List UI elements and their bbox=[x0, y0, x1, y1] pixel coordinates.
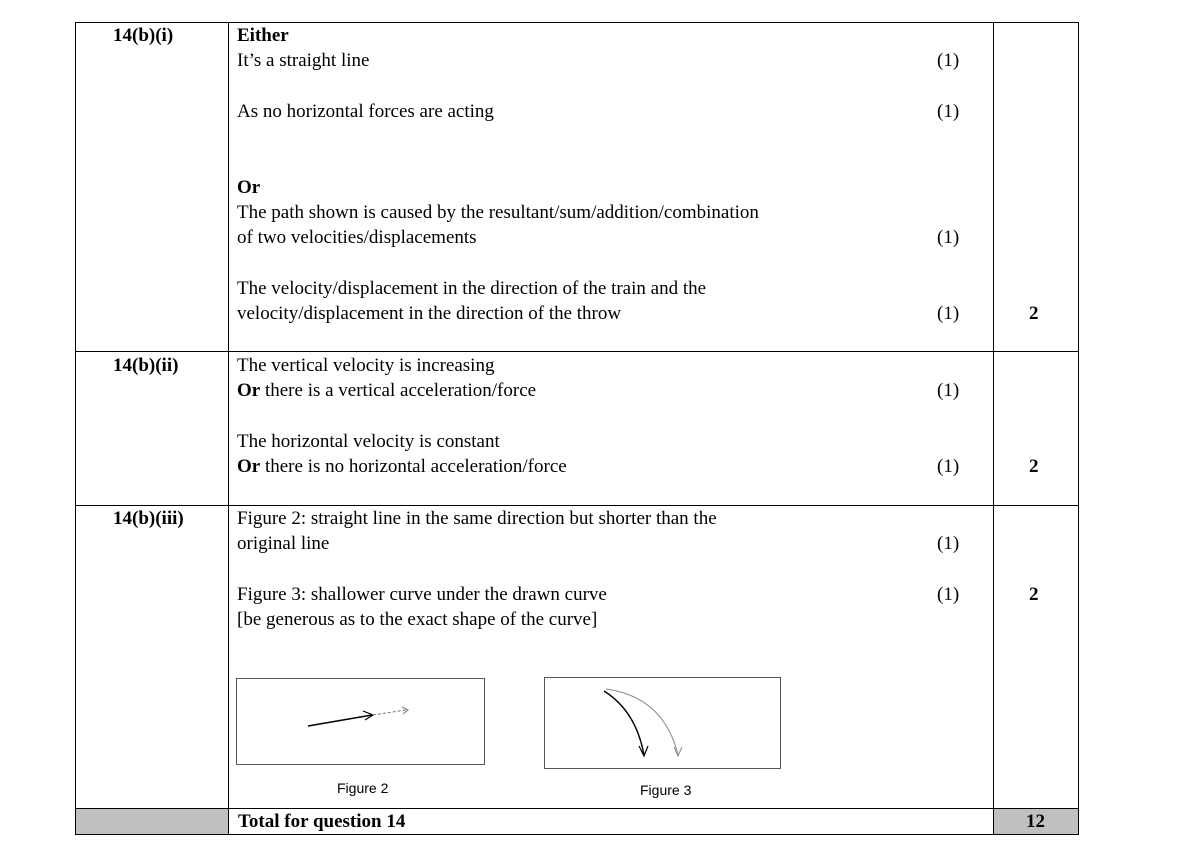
answer-line: original line bbox=[237, 533, 330, 554]
mark-value: (1) bbox=[937, 227, 960, 248]
answer-line: Or there is a vertical acceleration/force bbox=[237, 380, 537, 401]
footer-fill-left bbox=[76, 809, 228, 834]
total-label: Total for question 14 bbox=[238, 811, 406, 832]
question-total: 12 bbox=[1026, 811, 1045, 832]
question-number: 14(b)(ii) bbox=[113, 355, 179, 376]
figure-3-caption: Figure 3 bbox=[640, 782, 692, 798]
mark-value: (1) bbox=[937, 50, 960, 71]
figure-2-caption: Figure 2 bbox=[337, 780, 389, 796]
answer-line: of two velocities/displacements bbox=[237, 227, 477, 248]
answer-line: [be generous as to the exact shape of the curve] bbox=[237, 609, 598, 630]
answer-line: The vertical velocity is increasing bbox=[237, 355, 495, 376]
figure-3 bbox=[544, 677, 781, 769]
dashed-arrow-line bbox=[373, 710, 406, 715]
answer-line: The horizontal velocity is constant bbox=[237, 431, 500, 452]
answer-line: Figure 3: shallower curve under the drawn curve bbox=[237, 584, 607, 605]
row-total: 2 bbox=[1029, 456, 1039, 477]
mark-value: (1) bbox=[937, 380, 960, 401]
answer-line: The velocity/displacement in the direction of the train and the bbox=[237, 278, 707, 299]
either-label: Either bbox=[237, 25, 289, 46]
answer-line: Figure 2: straight line in the same direction but shorter than the bbox=[237, 508, 717, 529]
answer-line: Or there is no horizontal acceleration/force bbox=[237, 456, 567, 477]
mark-value: (1) bbox=[937, 303, 960, 324]
original-curve bbox=[604, 691, 644, 755]
figure-2-drawing bbox=[236, 678, 485, 765]
mark-value: (1) bbox=[937, 101, 960, 122]
figure-2 bbox=[236, 678, 485, 765]
answer-line: It’s a straight line bbox=[237, 50, 370, 71]
mark-value: (1) bbox=[937, 533, 960, 554]
question-number: 14(b)(iii) bbox=[113, 508, 184, 529]
answer-line: The path shown is caused by the resultant/sum/addition/combination bbox=[237, 202, 759, 223]
row-total: 2 bbox=[1029, 584, 1039, 605]
question-number: 14(b)(i) bbox=[113, 25, 174, 46]
answer-line: As no horizontal forces are acting bbox=[237, 101, 494, 122]
figure-3-drawing bbox=[544, 677, 781, 769]
mark-value: (1) bbox=[937, 456, 960, 477]
mark-value: (1) bbox=[937, 584, 960, 605]
original-arrow-line bbox=[308, 715, 372, 726]
or-label: Or bbox=[237, 177, 261, 198]
row-total: 2 bbox=[1029, 303, 1039, 324]
answer-line: velocity/displacement in the direction of the throw bbox=[237, 303, 622, 324]
